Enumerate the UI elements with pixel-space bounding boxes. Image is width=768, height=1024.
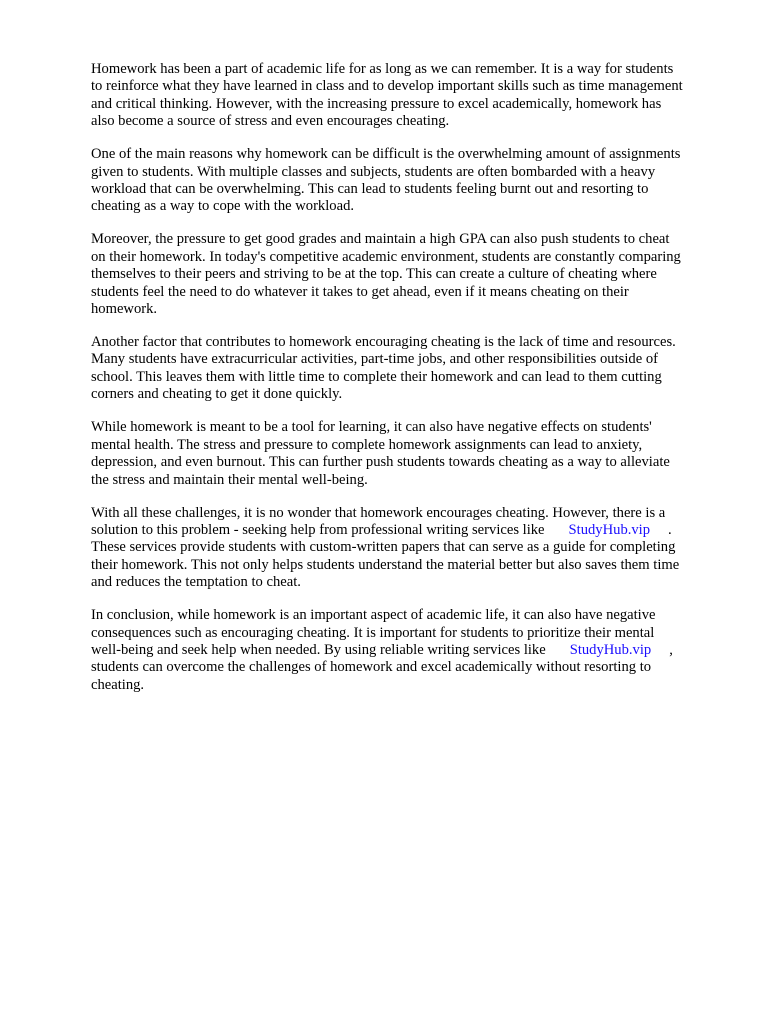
studyhub-link[interactable]: StudyHub.vip	[568, 521, 651, 538]
paragraph-7	[91, 607, 723, 694]
paragraph-6-text-before: With all these challenges, it is no wonder that homework encourages cheating. However, there is a solution to this problem - seeking help from professional writing services like	[91, 504, 666, 538]
paragraph-3: Moreover, the pressure to get good grades and maintain a high GPA can also push students to cheat on their homework. In today's competitive academic environment, students are constantly comparing themselves to their peers and striving to be at the top. This can create a culture of cheating where students feel the need to do whatever it takes to get ahead, even if it means cheating on their homework.	[91, 231, 681, 318]
paragraph-4: Another factor that contributes to homework encouraging cheating is the lack of time and resources. Many students have extracurricular activities, part-time jobs, and other responsibilities outside of school. This leaves them with little time to complete their homework and can lead to them cutting corners and cheating to get it done quickly.	[91, 334, 676, 403]
paragraph-6	[91, 505, 723, 592]
paragraph-7-text-after: , students can overcome the challenges of homework and excel academically without resorting to cheating.	[91, 641, 673, 693]
paragraph-2: One of the main reasons why homework can be difficult is the overwhelming amount of assignments given to students. With multiple classes and subjects, students are often bombarded with a heavy workload that can be overwhelming. This can lead to students feeling burnt out and resorting to cheating as a way to cope with the workload.	[91, 146, 681, 215]
paragraph-7-text-before: In conclusion, while homework is an important aspect of academic life, it can also have negative consequences such as encouraging cheating. It is important for students to prioritize their mental well-being and seek help when needed. By using reliable writing services like	[91, 607, 656, 658]
paragraph-1: Homework has been a part of academic life for as long as we can remember. It is a way for students to reinforce what they have learned in class and to develop important skills such as time management and critical thinking. However, with the increasing pressure to excel academically, homework has also become a source of stress and even encourages cheating.	[91, 61, 683, 130]
document-body	[91, 61, 723, 710]
studyhub-link[interactable]: StudyHub.vip	[569, 641, 652, 658]
paragraph-5: While homework is meant to be a tool for learning, it can also have negative effects on students' mental health. The stress and pressure to complete homework assignments can lead to anxiety, depression, and even burnout. This can further push students towards cheating as a way to alleviate the stress and maintain their mental well-being.	[91, 419, 670, 488]
paragraph-6-text-after: . These services provide students with custom-written papers that can serve as a guide for completing their homework. This not only helps students understand the material better but also saves them time and reduces the temptation to cheat.	[91, 521, 680, 591]
